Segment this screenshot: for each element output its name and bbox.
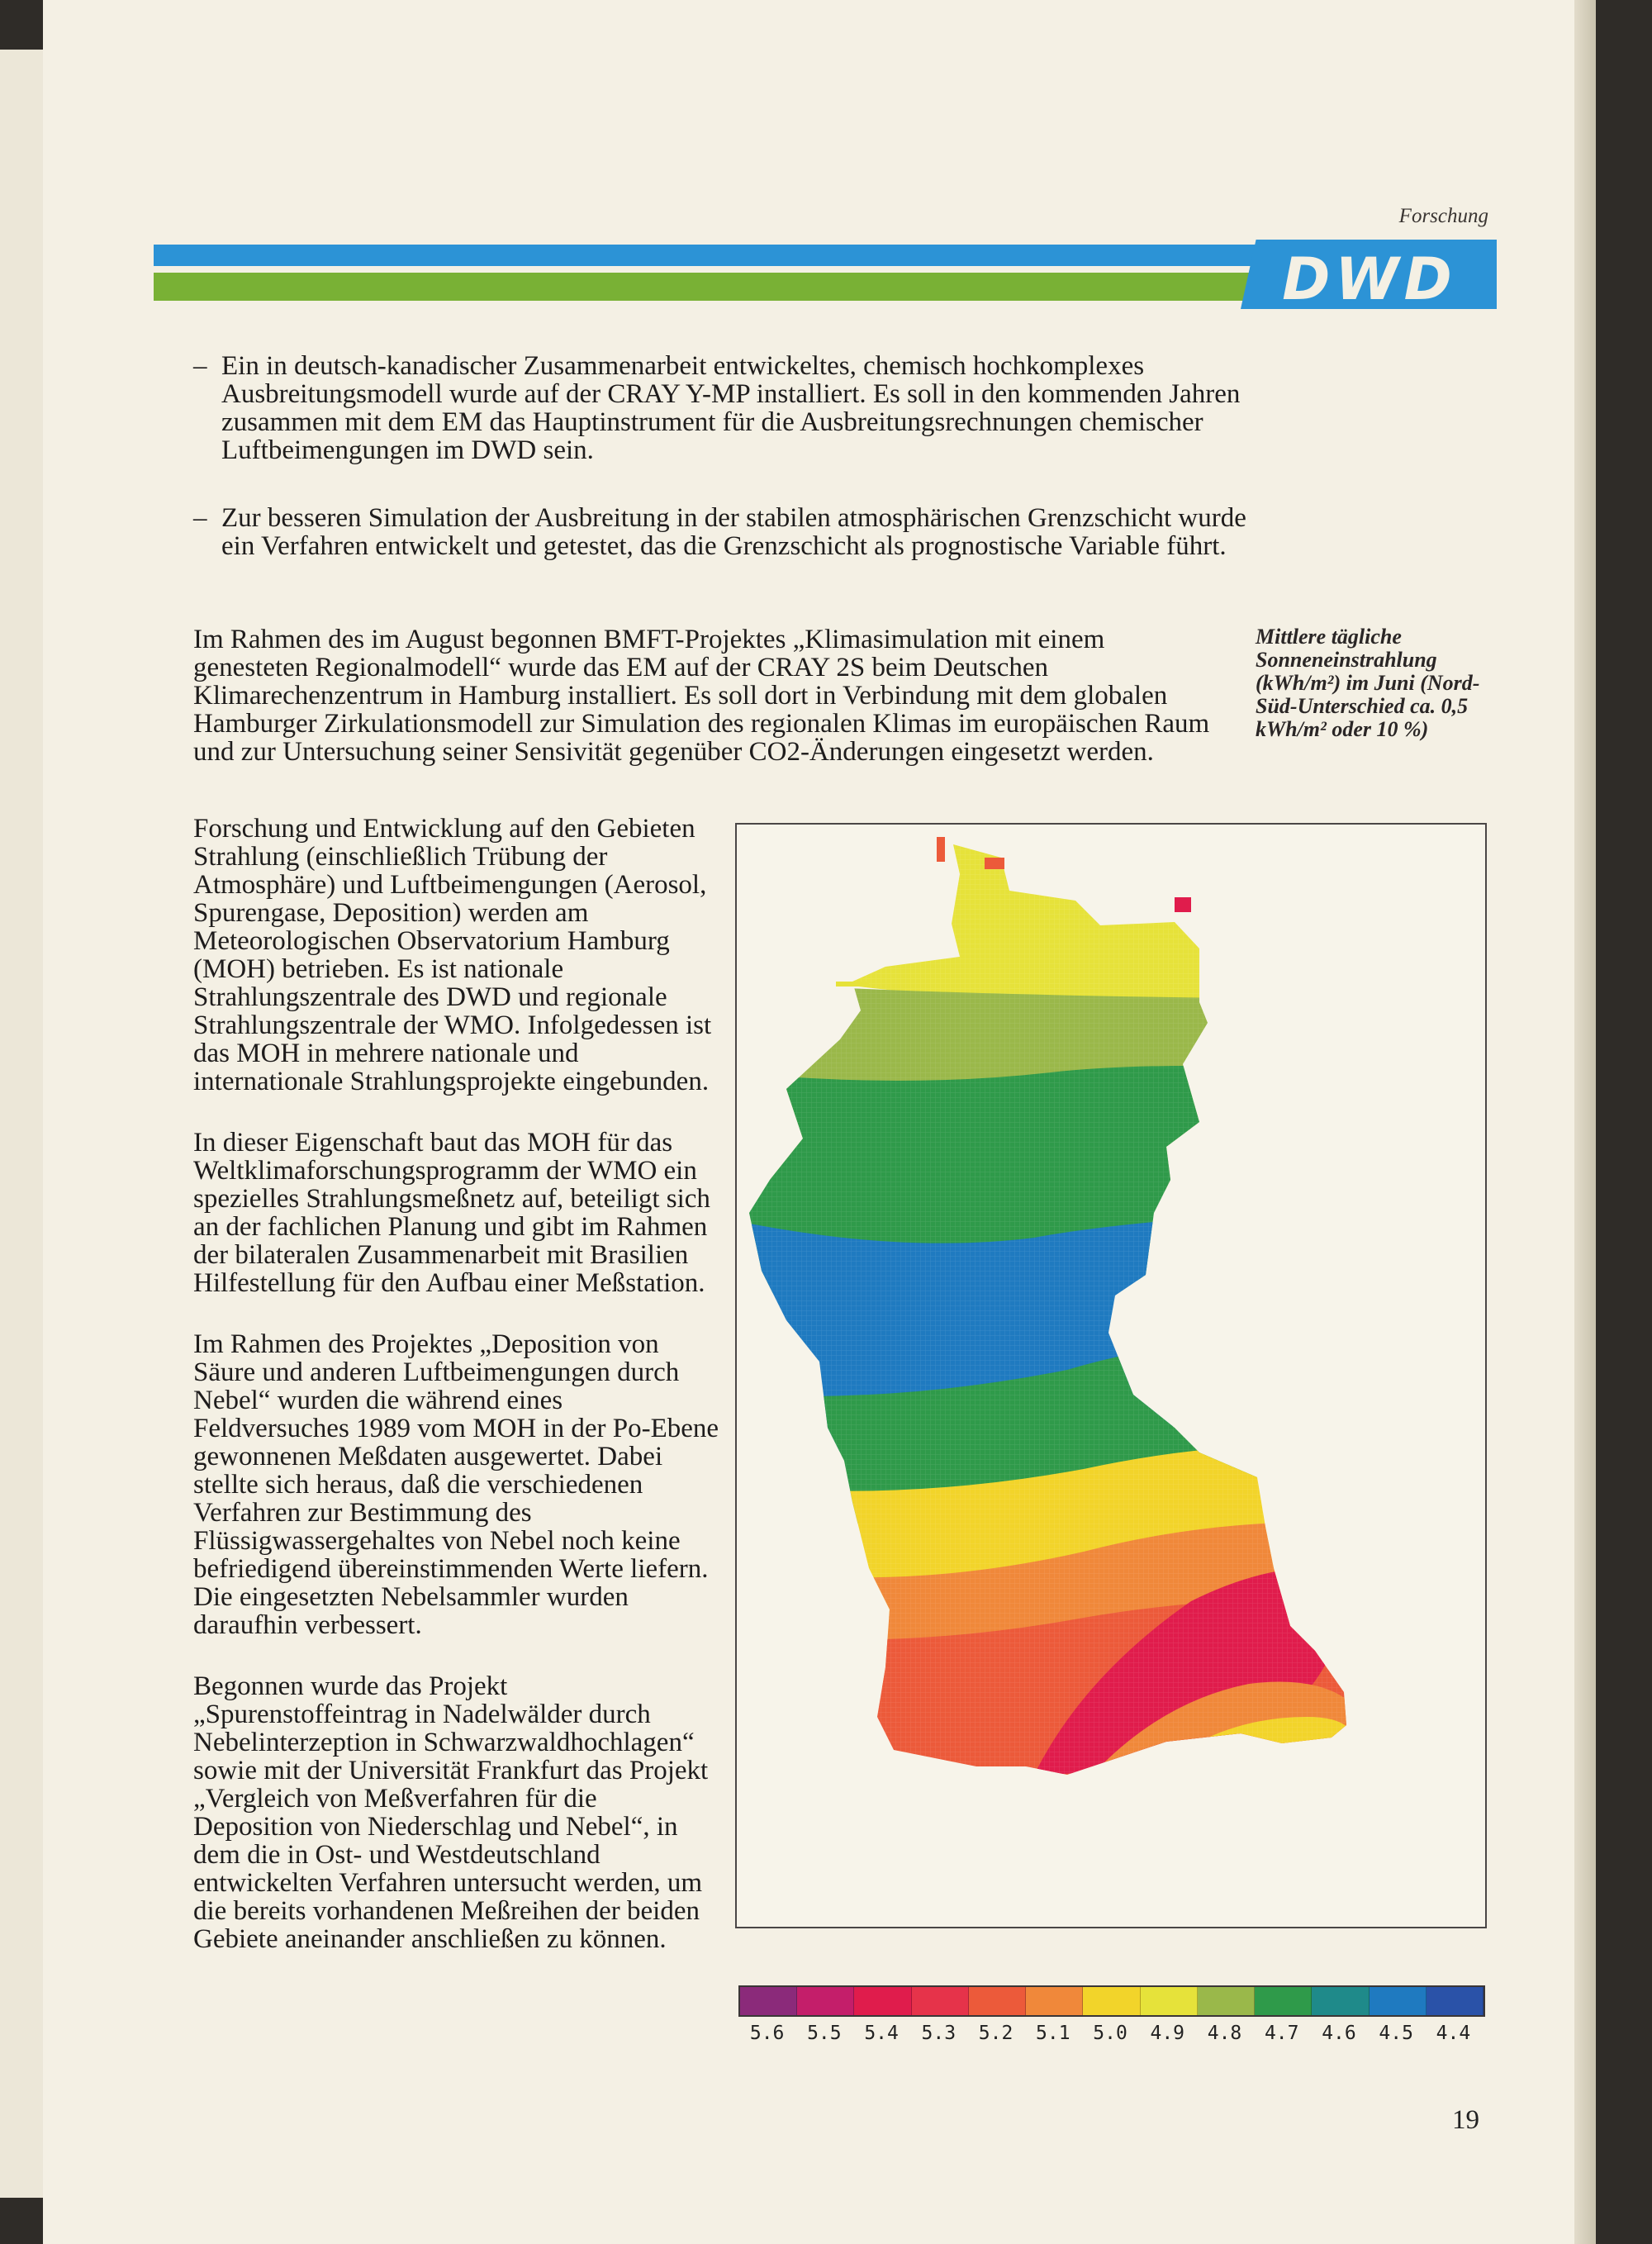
legend-label: 4.7	[1264, 2023, 1299, 2044]
legend-label: 4.8	[1207, 2023, 1242, 2044]
page	[43, 0, 1596, 2244]
legend-label: 5.0	[1093, 2023, 1127, 2044]
legend-swatch	[797, 1987, 854, 2015]
page-edge-shadow	[1574, 0, 1596, 2244]
body-paragraph: Begonnen wurde das Projekt „Spurenstoffeintrag in Nadelwälder durch Nebelinterzeption in Schwarzwaldhochlagen“ sowie mit der Universität Frankfurt das Projekt „Vergleich von Meßverfahren für die Deposition von Niederschlag und Nebel“, in dem die in Ost- und Westdeutschland entwickelten Verfahren untersucht werden, um die bereits vorhandenen Meßreihen der beiden Gebiete aneinander anschließen zu können.	[193, 1671, 709, 1954]
legend-swatch	[854, 1987, 911, 2015]
bullet-item	[154, 504, 1277, 560]
germany-map-graphic	[737, 825, 1485, 1927]
legend-swatch	[740, 1987, 797, 2015]
legend-label: 5.6	[749, 2023, 785, 2044]
legend-label: 4.5	[1379, 2023, 1413, 2044]
legend-swatch	[1370, 1987, 1427, 2015]
color-scale	[738, 1985, 1485, 2017]
color-scale-labels	[738, 2023, 1482, 2044]
legend-swatch	[1198, 1987, 1255, 2015]
figure-caption: Mittlere tägliche Sonneneinstrahlung (kWh/m²) im Juni (Nord-Süd-Unterschied ca. 0,5 kWh/m² oder 10 %)	[1256, 625, 1480, 741]
bullet-item	[154, 352, 1277, 464]
legend-swatch	[1026, 1987, 1083, 2015]
body-paragraph: Im Rahmen des Projektes „Deposition von Säure und anderen Luftbeimengungen durch Nebel“ wurden die während eines Feldversuches 1989 vom MOH in der Po-Ebene gewonnenen Meßdaten ausgewertet. Dabei stellte sich heraus, daß die verschiedenen Verfahren zur Bestimmung des Flüssigwassergehaltes von Nebel noch keine befriedigend übereinstimmenden Werte liefern. Die eingesetzten Nebelsammler wurden daraufhin verbessert.	[193, 1329, 719, 1640]
legend-swatch	[1141, 1987, 1198, 2015]
legend-swatch	[912, 1987, 969, 2015]
header-banner	[154, 245, 1497, 313]
solar-radiation-map	[735, 823, 1487, 1928]
facing-page-edge	[0, 50, 45, 2198]
legend-label: 5.5	[807, 2023, 842, 2044]
section-label: Forschung	[1398, 205, 1488, 227]
legend-label: 4.4	[1436, 2023, 1471, 2044]
bullet-text: Ein in deutsch-kanadischer Zusammenarbeit entwickeltes, chemisch hochkomplexes Ausbreitungsmodell wurde auf der CRAY Y-MP installiert. Es soll in den kommenden Jahren zusammen mit dem EM das Hauptinstrument für die Ausbreitungsrechnungen chemischer Luftbeimengungen im DWD sein.	[221, 351, 1241, 465]
legend-label: 4.6	[1322, 2023, 1356, 2044]
intro-paragraph: Im Rahmen des im August begonnen BMFT-Projektes „Klimasimulation mit einem genesteten Regionalmodell“ wurde das EM auf der CRAY 2S beim Deutschen Klimarechenzentrum in Hamburg installiert. Es soll dort in Verbindung mit dem globalen Hamburger Zirkulationsmodell zur Simulation des regionalen Klimas im europäischen Raum und zur Untersuchung seiner Sensivität gegenüber CO2-Änderungen eingesetzt werden.	[193, 625, 1210, 767]
bullet-dash: –	[193, 351, 207, 381]
legend-swatch	[1312, 1987, 1369, 2015]
legend-label: 5.1	[1036, 2023, 1070, 2044]
legend-label: 5.2	[978, 2023, 1014, 2044]
legend-swatch	[969, 1987, 1026, 2015]
page-number: 19	[1452, 2105, 1479, 2135]
bullet-text: Zur besseren Simulation der Ausbreitung in der stabilen atmosphärischen Grenzschicht wurde ein Verfahren entwickelt und getestet, das die Grenzschicht als prognostische Variable führt.	[221, 503, 1246, 561]
dwd-logo-text: DWD	[1282, 245, 1457, 313]
body-paragraph: In dieser Eigenschaft baut das MOH für das Weltklimaforschungsprogramm der WMO ein spezielles Strahlungsmeßnetz auf, beteiligt sich an der fachlichen Planung und gibt im Rahmen der bilateralen Zusammenarbeit mit Brasilien Hilfestellung für den Aufbau einer Meßstation.	[193, 1128, 710, 1298]
radiation-bands	[737, 825, 1485, 1927]
legend-label: 4.9	[1150, 2023, 1185, 2044]
legend-swatch	[1255, 1987, 1312, 2015]
text-column	[193, 815, 722, 1986]
legend-swatch	[1083, 1987, 1140, 2015]
legend-label: 5.3	[921, 2023, 957, 2044]
body-paragraph: Forschung und Entwicklung auf den Gebieten Strahlung (einschließlich Trübung der Atmosphäre) und Luftbeimengungen (Aerosol, Spurengase, Deposition) werden am Meteorologischen Observatorium Hamburg (MOH) betrieben. Es ist nationale Strahlungszentrale des DWD und regionale Strahlungszentrale der WMO. Infolgedessen ist das MOH in mehrere nationale und internationale Strahlungsprojekte eingebunden.	[193, 814, 712, 1096]
legend-swatch	[1427, 1987, 1483, 2015]
legend-label: 5.4	[864, 2023, 899, 2044]
bullet-dash: –	[193, 503, 207, 533]
